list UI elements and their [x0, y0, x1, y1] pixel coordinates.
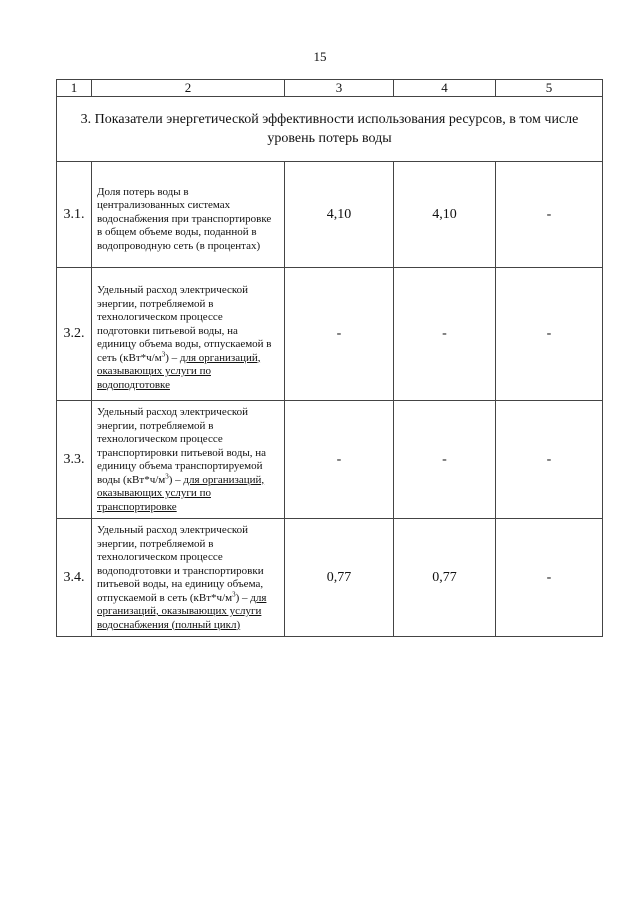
column-header-row: [57, 80, 603, 97]
value-col3: 0,77: [285, 519, 394, 637]
value-col5: -: [496, 401, 603, 519]
description-dash: ) –: [235, 591, 251, 604]
row-description: [92, 268, 285, 401]
table-row: [57, 519, 603, 637]
description-dash: ) –: [165, 351, 180, 364]
column-header: 2: [92, 80, 285, 97]
row-number: 3.2.: [57, 268, 92, 401]
column-header: 5: [496, 80, 603, 97]
column-header: 1: [57, 80, 92, 97]
value-col4: 0,77: [394, 519, 496, 637]
value-col3: -: [285, 268, 394, 401]
value-col5: -: [496, 268, 603, 401]
description-dash: ) –: [168, 473, 184, 486]
value-col5: -: [496, 519, 603, 637]
row-description: [92, 401, 285, 519]
row-number: 3.1.: [57, 162, 92, 268]
description-text: Доля потерь воды в централизованных системах водоснабжения при транспортировке в общем объеме воды, поданной в водопроводную сеть (в процентах): [97, 185, 272, 252]
value-col4: 4,10: [394, 162, 496, 268]
description-text: Удельный расход электрической энергии, потребляемой в технологическом процессе подготовки питьевой воды, на единицу объема воды, отпускаемой в сеть: [97, 284, 272, 364]
row-number: 3.3.: [57, 401, 92, 519]
value-col4: -: [394, 401, 496, 519]
value-col4: -: [394, 268, 496, 401]
row-description: [92, 519, 285, 637]
description-text: Удельный расход электрической энергии, потребляемой в технологическом процессе транспортировки питьевой воды, на единицу объема транспортируемой воды: [97, 406, 266, 486]
indicators-table: [56, 79, 603, 637]
unit-superscript: 3: [165, 471, 169, 480]
description-unit: (кВт*ч/м: [189, 591, 233, 604]
description-text: Удельный расход электрической энергии, потребляемой в технологическом процессе водоподготовки и транспортировки питьевой воды, на единицу объема, отпускаемой в сеть: [97, 524, 264, 604]
section-title: 3. Показатели энергетической эффективности использования ресурсов, в том числе уровень потерь воды: [57, 97, 603, 162]
table-row: [57, 162, 603, 268]
table-row: [57, 401, 603, 519]
row-number: 3.4.: [57, 519, 92, 637]
unit-superscript: 3: [161, 349, 166, 358]
description-unit: (кВт*ч/м: [123, 473, 166, 486]
unit-superscript: 3: [232, 589, 236, 598]
section-title-row: [57, 97, 603, 162]
row-description: [92, 162, 285, 268]
description-underlined: для организаций, оказывающих услуги по транспортировке: [97, 473, 265, 513]
column-header: 4: [394, 80, 496, 97]
description-underlined: для организаций, оказывающих услуги по водоподготовке: [97, 351, 261, 391]
value-col5: -: [496, 162, 603, 268]
column-header: 3: [285, 80, 394, 97]
value-col3: 4,10: [285, 162, 394, 268]
value-col3: -: [285, 401, 394, 519]
description-underlined: для организаций, оказывающих услуги водоснабжения (полный цикл): [97, 591, 267, 631]
table-row: [57, 268, 603, 401]
page-number: 15: [313, 49, 327, 64]
description-unit: (кВт*ч/м: [119, 351, 162, 364]
